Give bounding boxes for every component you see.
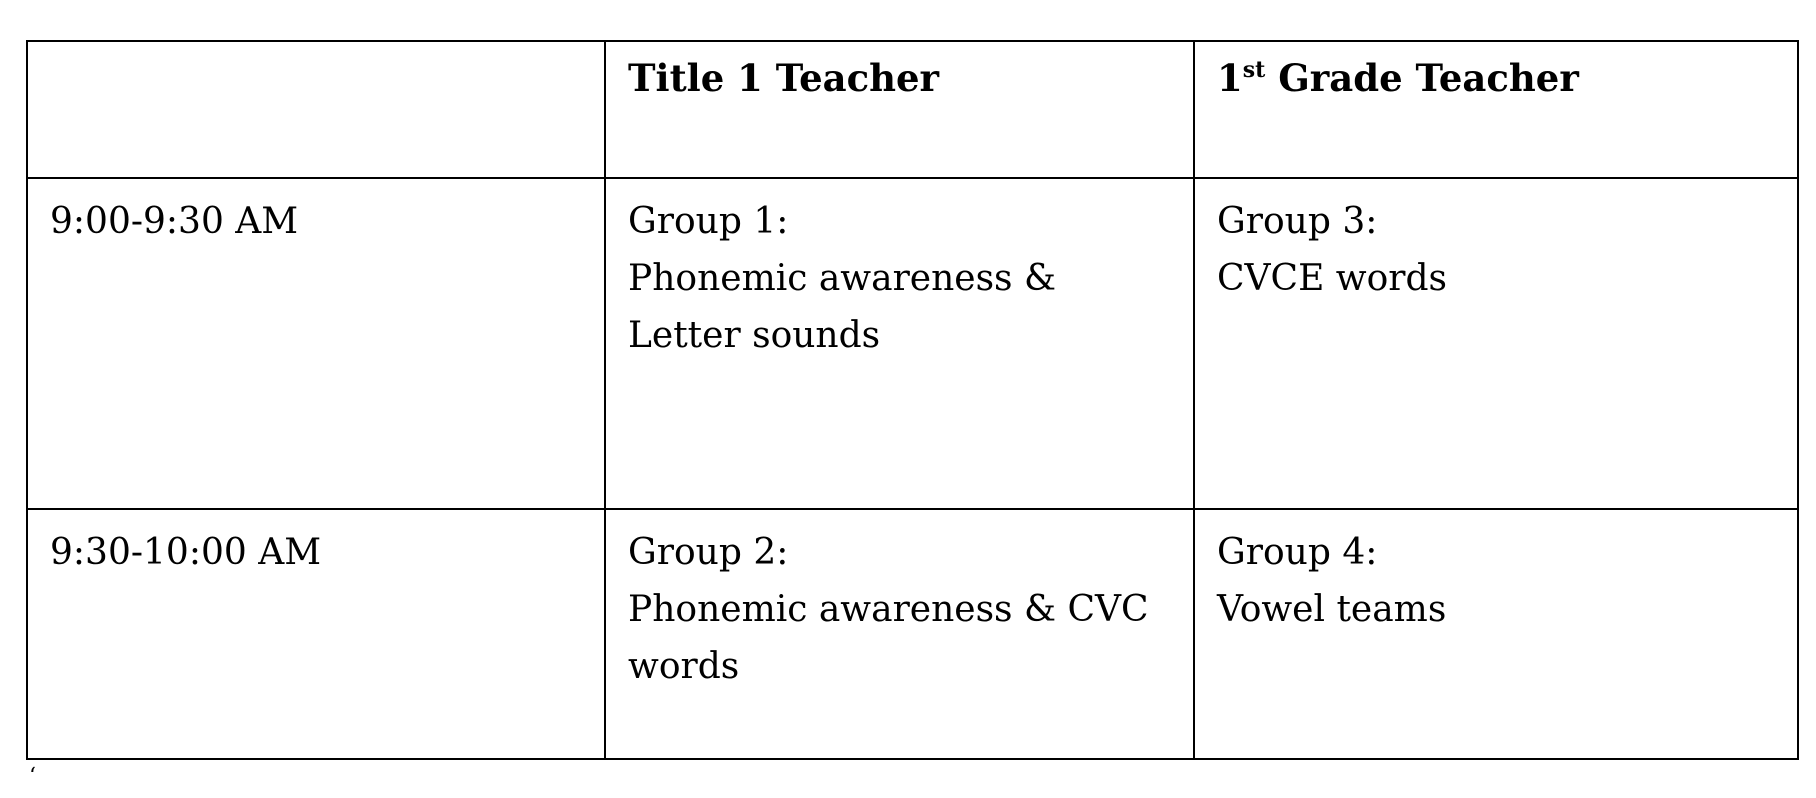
group-topic: Vowel teams [1217, 589, 1447, 630]
schedule-table [26, 40, 1799, 760]
group-topic: Phonemic awareness & Letter sounds [628, 258, 1057, 356]
group-topic: Phonemic awareness & CVC words [628, 589, 1149, 687]
grade1-group-cell [1194, 178, 1798, 509]
title1-teacher-heading: Title 1 Teacher [628, 56, 940, 100]
header-row [27, 41, 1798, 178]
title1-group-cell [605, 509, 1194, 759]
group-label: Group 4: [1217, 532, 1378, 573]
title1-group-cell [605, 178, 1194, 509]
table-row [27, 509, 1798, 759]
group-label: Group 2: [628, 532, 789, 573]
header-cell-title1-teacher [605, 41, 1194, 178]
stray-quote-mark: ‘ [29, 764, 36, 789]
grade1-teacher-heading [1217, 56, 1579, 100]
table-row [27, 178, 1798, 509]
grade1-ordinal-suffix: st [1242, 57, 1266, 83]
group-label: Group 1: [628, 201, 789, 242]
header-cell-grade1-teacher [1194, 41, 1798, 178]
grade1-group-cell [1194, 509, 1798, 759]
time-slot-text: 9:00-9:30 AM [50, 201, 299, 242]
grade1-heading-rest: Grade Teacher [1265, 56, 1579, 100]
time-cell [27, 509, 605, 759]
group-topic: CVCE words [1217, 258, 1448, 299]
time-cell [27, 178, 605, 509]
time-slot-text: 9:30-10:00 AM [50, 532, 322, 573]
grade1-number: 1 [1217, 56, 1243, 100]
header-cell-empty [27, 41, 605, 178]
group-label: Group 3: [1217, 201, 1378, 242]
